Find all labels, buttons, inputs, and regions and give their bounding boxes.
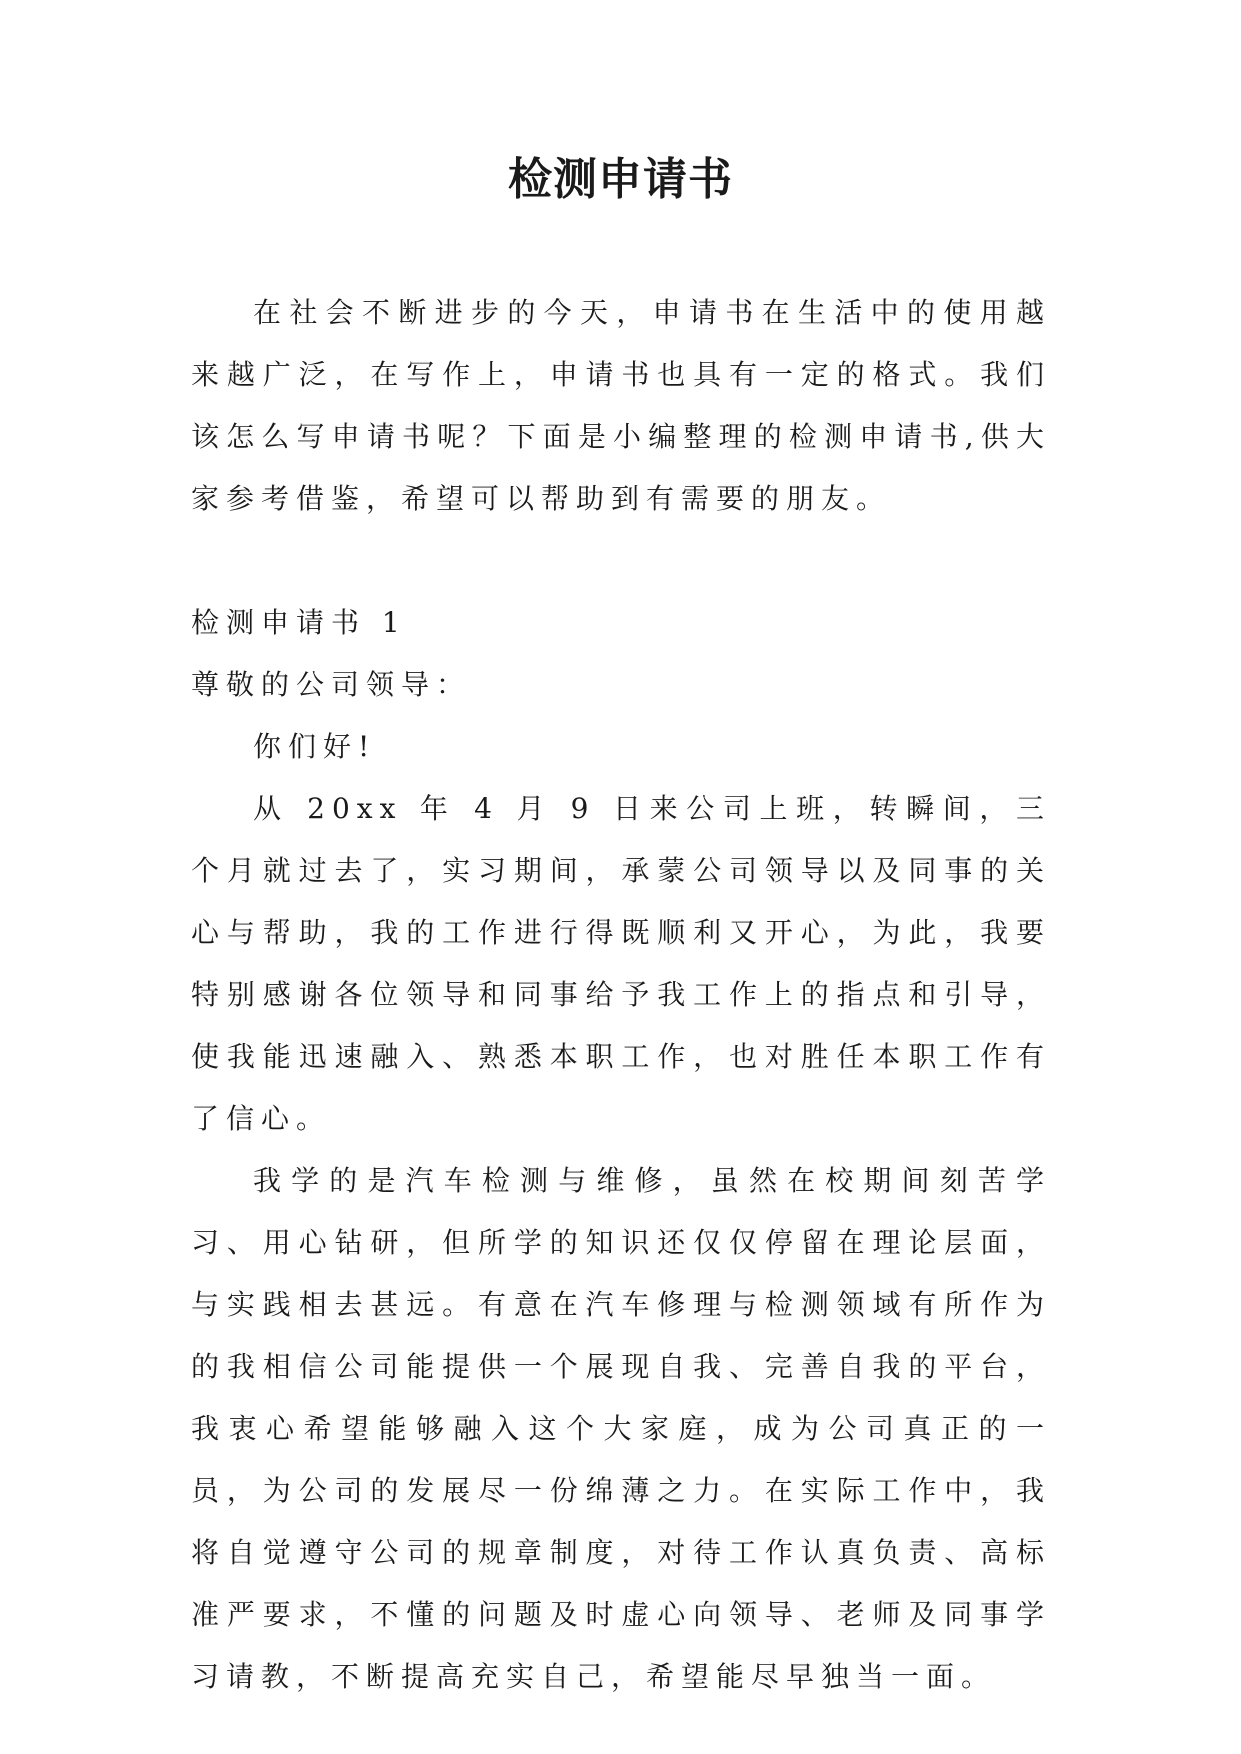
body-paragraph: 我学的是汽车检测与维修，虽然在校期间刻苦学习、用心钻研，但所学的知识还仅仅停留在理论层面，与实践相去甚远。有意在汽车修理与检测领域有所作为的我相信公司能提供一个展现自我、完善自我的平台，我衷心希望能够融入这个大家庭，成为公司真正的一员，为公司的发展尽一份绵薄之力。在实际工作中，我将自觉遵守公司的规章制度，对待工作认真负责、高标准严要求，不懂的问题及时虚心向领导、老师及同事学习请教，不断提高充实自己，希望能尽早独当一面。 [191, 1164, 1051, 1693]
intro-paragraph: 在社会不断进步的今天，申请书在生活中的使用越来越广泛，在写作上，申请书也具有一定的格式。我们该怎么写申请书呢？下面是小编整理的检测申请书,供大家参考借鉴，希望可以帮助到有需要的朋友。 [191, 296, 1051, 515]
body-paragraph: 从 20xx 年 4 月 9 日来公司上班，转瞬间，三个月就过去了，实习期间，承蒙公司领导以及同事的关心与帮助，我的工作进行得既顺利又开心，为此，我要特别感谢各位领导和同事给予我工作上的指点和引导，使我能迅速融入、熟悉本职工作，也对胜任本职工作有了信心。 [191, 792, 1051, 1135]
paragraph-spacer [191, 530, 1051, 592]
document-title: 检测申请书 [508, 154, 733, 205]
document-body [191, 282, 1051, 1708]
salutation: 尊敬的公司领导： [191, 668, 472, 701]
section-heading: 检测申请书 1 [191, 606, 407, 639]
greeting: 你们好! [253, 730, 377, 763]
